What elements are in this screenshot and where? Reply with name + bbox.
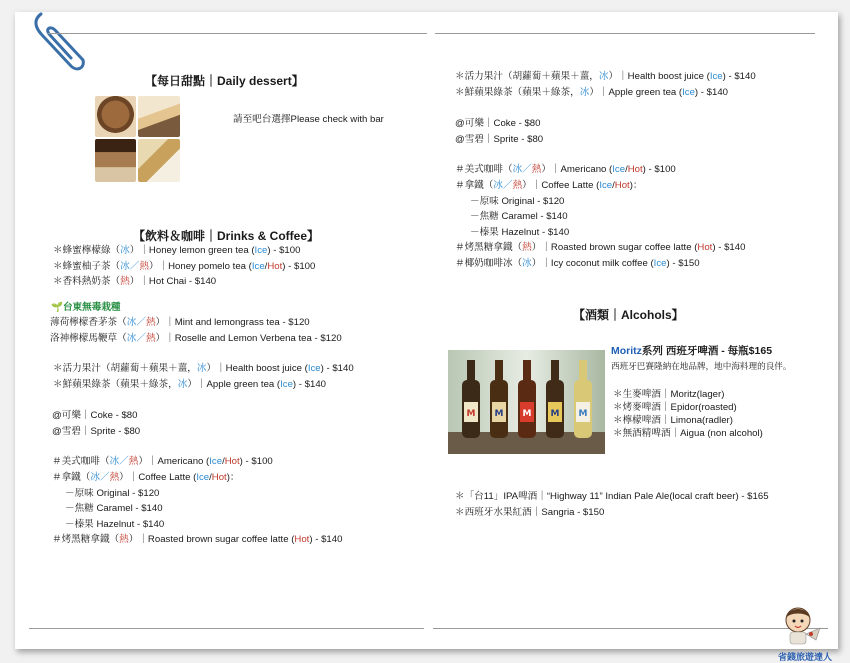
drink-honey-lemon: ＊蜂蜜檸檬綠（冰）｜Honey lemon green tea (Ice) - $100 — [53, 245, 301, 256]
drink-honey-pomelo: ＊蜂蜜柚子茶（冰／熱）｜Honey pomelo tea (Ice/Hot) - $100 — [53, 261, 316, 272]
drinks-title: 【飲料＆咖啡｜Drinks & Coffee】 — [133, 229, 320, 243]
coffee-brown-sugar: ＃烤黑糖拿鐵（熱）｜Roasted brown sugar coffee latte (Hot) - $140 — [52, 534, 343, 545]
r-latte-caramel: －焦糖 Caramel - $140 — [470, 211, 568, 222]
r-coffee-latte: ＃拿鐵（冰／熱）｜Coffee Latte (Ice/Hot)： — [455, 180, 643, 191]
leaf-icon: 🌱 — [51, 302, 63, 313]
r-coffee-coconut: ＃椰奶咖啡冰（冰）｜Icy coconut milk coffee (Ice) - $150 — [455, 258, 700, 269]
bottom-rule-right — [433, 628, 828, 629]
drink-mint-lemongrass: 薄荷檸檬香茅茶（冰／熱）｜Mint and lemongrass tea - $120 — [50, 317, 310, 328]
r-coffee-americano: ＃美式咖啡（冰／熱）｜Americano (Ice/Hot) - $100 — [455, 164, 676, 175]
r-latte-hazelnut: －榛果 Hazelnut - $140 — [470, 227, 570, 238]
top-rule-left — [47, 33, 427, 34]
svg-text:M: M — [522, 409, 532, 419]
alcohol-title: 【酒類｜Alcohols】 — [573, 308, 684, 322]
sangria-item: ＊西班牙水果紅酒｜Sangria - $150 — [455, 507, 605, 518]
ipa-item: ＊「台11」IPA啤酒｜“Highway 11” Indian Pale Ale(local craft beer) - $165 — [455, 491, 769, 502]
beer-bottles-photo — [448, 350, 605, 454]
svg-text:M: M — [578, 409, 588, 419]
r-drink-coke: @可樂｜Coke - $80 — [455, 118, 541, 129]
paperclip-icon — [31, 10, 89, 74]
latte-hazelnut: －榛果 Hazelnut - $140 — [65, 519, 165, 530]
beer-non-alcohol: ＊無酒精啤酒｜Aigua (non alcohol) — [613, 428, 763, 439]
latte-original: －原味 Original - $120 — [65, 488, 160, 499]
drink-sprite: @雪碧｜Sprite - $80 — [52, 426, 141, 437]
beer-radler: ＊檸檬啤酒｜Limona(radler) — [613, 415, 733, 426]
drink-apple-green-tea: ＊鮮蘋果綠茶（蘋果＋綠茶，冰）｜Apple green tea (Ice) - $140 — [53, 379, 326, 390]
drink-health-juice: ＊活力果汁（胡蘿蔔＋蘋果＋薑，冰）｜Health boost juice (Ice) - $140 — [53, 363, 354, 374]
organic-label: 🌱台東無毒栽種 — [51, 302, 121, 313]
beer-lager: ＊生麥啤酒｜Moritz(lager) — [613, 389, 725, 400]
dessert-photo — [95, 96, 180, 182]
r-drink-health-juice: ＊活力果汁（胡蘿蔔＋蘋果＋薑，冰）｜Health boost juice (Ice) - $140 — [455, 71, 756, 82]
coffee-latte: ＃拿鐵（冰／熱）｜Coffee Latte (Ice/Hot)： — [52, 472, 240, 483]
svg-text:M: M — [494, 409, 504, 419]
brand-footer: 省錢旅遊達人 — [778, 652, 833, 662]
moritz-desc: 西班牙巴賽隆納在地品牌，地中海料理的良伴。 — [611, 361, 792, 371]
r-coffee-brown-sugar: ＃烤黑糖拿鐵（熱）｜Roasted brown sugar coffee latte (Hot) - $140 — [455, 242, 746, 253]
drink-hot-chai: ＊香料熱奶茶（熱）｜Hot Chai - $140 — [53, 276, 217, 287]
r-drink-sprite: @雪碧｜Sprite - $80 — [455, 134, 544, 145]
menu-page — [15, 12, 838, 649]
latte-caramel: －焦糖 Caramel - $140 — [65, 503, 163, 514]
r-latte-original: －原味 Original - $120 — [470, 196, 565, 207]
coffee-americano: ＃美式咖啡（冰／熱）｜Americano (Ice/Hot) - $100 — [52, 456, 273, 467]
drink-coke: @可樂｜Coke - $80 — [52, 410, 138, 421]
dessert-title: 【每日甜點｜Daily dessert】 — [145, 74, 304, 88]
bottom-rule-left — [29, 628, 424, 629]
moritz-heading: Moritz系列 西班牙啤酒 - 每瓶$165 — [611, 345, 773, 357]
svg-text:M: M — [466, 409, 476, 419]
drink-roselle: 洛神檸檬馬鞭草（冰／熱）｜Roselle and Lemon Verbena tea - $120 — [50, 333, 342, 344]
svg-text:M: M — [550, 409, 560, 419]
beer-roasted: ＊烤麥啤酒｜Epidor(roasted) — [613, 402, 737, 413]
top-rule-right — [435, 33, 815, 34]
r-drink-apple-green-tea: ＊鮮蘋果綠茶（蘋果＋綠茶，冰）｜Apple green tea (Ice) - $140 — [455, 87, 728, 98]
dessert-note: 請至吧台選擇Please check with bar — [233, 114, 384, 125]
mascot-logo-icon — [776, 604, 824, 646]
